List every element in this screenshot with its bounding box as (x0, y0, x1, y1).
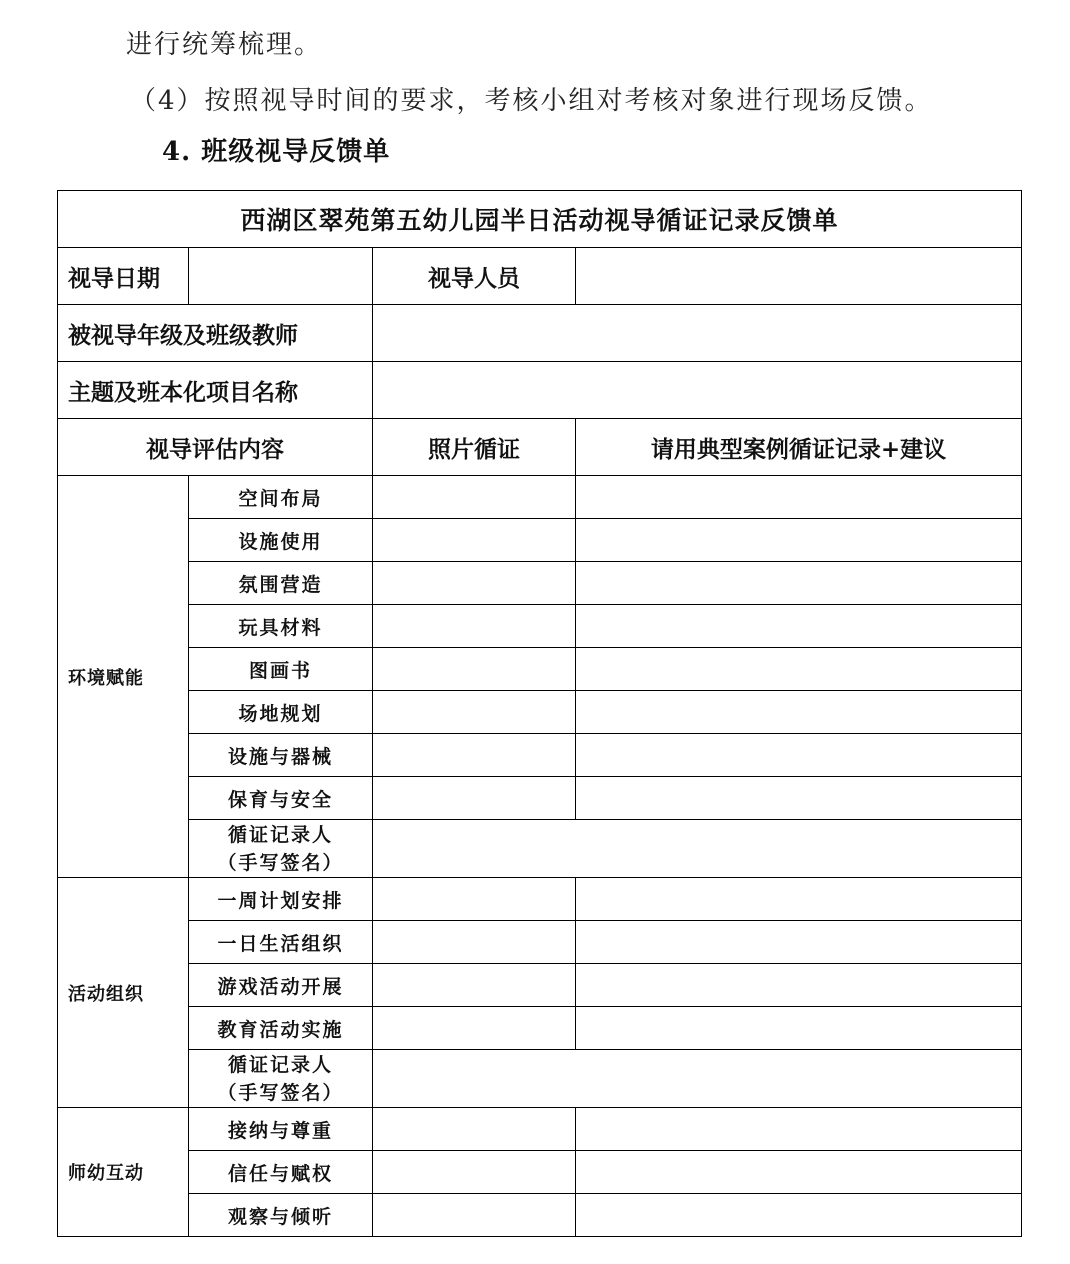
signature-field[interactable] (373, 1050, 1022, 1108)
item-label: 设施使用 (189, 519, 373, 562)
record-cell[interactable] (576, 648, 1022, 691)
signature-field[interactable] (373, 820, 1022, 878)
photo-cell[interactable] (373, 519, 576, 562)
record-cell[interactable] (576, 605, 1022, 648)
section-label-interaction: 师幼互动 (58, 1108, 189, 1237)
photo-cell[interactable] (373, 691, 576, 734)
staff-label: 视导人员 (373, 248, 576, 305)
photo-cell[interactable] (373, 777, 576, 820)
item-label: 空间布局 (189, 476, 373, 519)
record-cell[interactable] (576, 691, 1022, 734)
section-heading: 4. 班级视导反馈单 (162, 137, 391, 167)
section-label-environment: 环境赋能 (58, 476, 189, 878)
item-label: 场地规划 (189, 691, 373, 734)
record-cell[interactable] (576, 878, 1022, 921)
record-cell[interactable] (576, 1108, 1022, 1151)
photo-cell[interactable] (373, 1151, 576, 1194)
paragraph-line-2: （4）按照视导时间的要求，考核小组对考核对象进行现场反馈。 (130, 86, 933, 116)
record-cell[interactable] (576, 1151, 1022, 1194)
photo-cell[interactable] (373, 1108, 576, 1151)
col-header-content: 视导评估内容 (58, 419, 373, 476)
item-label: 教育活动实施 (189, 1007, 373, 1050)
photo-cell[interactable] (373, 605, 576, 648)
photo-cell[interactable] (373, 648, 576, 691)
record-cell[interactable] (576, 1007, 1022, 1050)
grade-teacher-field[interactable] (373, 305, 1022, 362)
col-header-record: 请用典型案例循证记录+建议 (576, 419, 1022, 476)
feedback-form-table (57, 190, 1022, 1237)
signature-label-line: （手写签名） (217, 851, 344, 874)
theme-project-field[interactable] (373, 362, 1022, 419)
record-cell[interactable] (576, 562, 1022, 605)
paragraph-line-1: 进行统筹梳理。 (126, 30, 323, 60)
item-label: 游戏活动开展 (189, 964, 373, 1007)
record-cell[interactable] (576, 964, 1022, 1007)
record-cell[interactable] (576, 777, 1022, 820)
photo-cell[interactable] (373, 964, 576, 1007)
record-cell[interactable] (576, 476, 1022, 519)
theme-project-label: 主题及班本化项目名称 (58, 362, 373, 419)
photo-cell[interactable] (373, 921, 576, 964)
item-label: 保育与安全 (189, 777, 373, 820)
record-cell[interactable] (576, 921, 1022, 964)
photo-cell[interactable] (373, 562, 576, 605)
item-label: 图画书 (189, 648, 373, 691)
form-title: 西湖区翠苑第五幼儿园半日活动视导循证记录反馈单 (58, 191, 1022, 248)
photo-cell[interactable] (373, 1007, 576, 1050)
signature-label-line: （手写签名） (217, 1081, 344, 1104)
item-label: 一日生活组织 (189, 921, 373, 964)
photo-cell[interactable] (373, 878, 576, 921)
section-label-activity: 活动组织 (58, 878, 189, 1108)
photo-cell[interactable] (373, 1194, 576, 1237)
record-cell[interactable] (576, 1194, 1022, 1237)
signature-label (189, 820, 373, 878)
date-label: 视导日期 (58, 248, 189, 305)
record-cell[interactable] (576, 734, 1022, 777)
staff-field[interactable] (576, 248, 1022, 305)
grade-teacher-label: 被视导年级及班级教师 (58, 305, 373, 362)
item-label: 接纳与尊重 (189, 1108, 373, 1151)
item-label: 一周计划安排 (189, 878, 373, 921)
item-label: 玩具材料 (189, 605, 373, 648)
item-label: 观察与倾听 (189, 1194, 373, 1237)
record-cell[interactable] (576, 519, 1022, 562)
photo-cell[interactable] (373, 734, 576, 777)
signature-label (189, 1050, 373, 1108)
col-header-photo: 照片循证 (373, 419, 576, 476)
date-field[interactable] (189, 248, 373, 305)
photo-cell[interactable] (373, 476, 576, 519)
item-label: 氛围营造 (189, 562, 373, 605)
item-label: 设施与器械 (189, 734, 373, 777)
signature-label-line: 循证记录人 (227, 823, 333, 846)
signature-label-line: 循证记录人 (227, 1053, 333, 1076)
item-label: 信任与赋权 (189, 1151, 373, 1194)
